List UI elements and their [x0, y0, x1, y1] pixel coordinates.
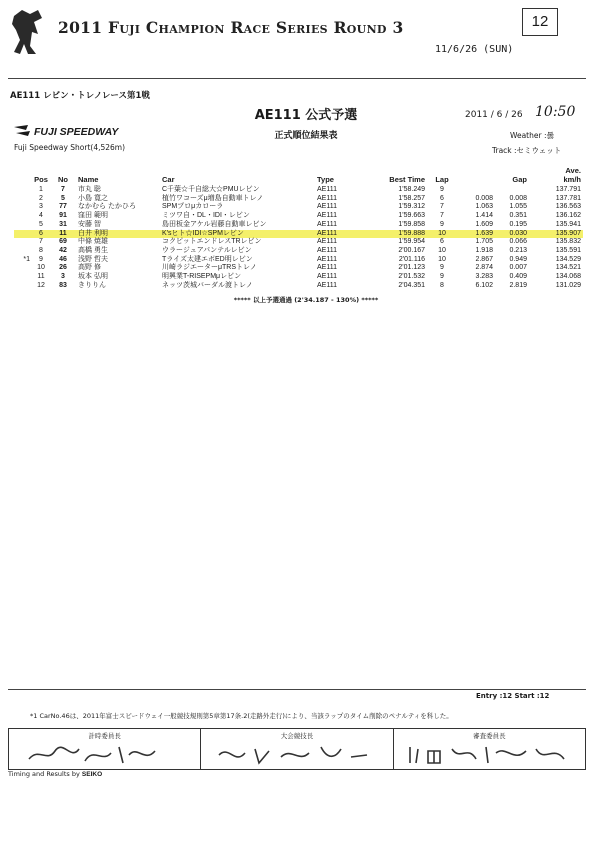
row-driver-name: きりりん [78, 281, 106, 289]
handwritten-time: 10:50 [535, 104, 576, 120]
course-name: Fuji Speedway Short(4,526m) [14, 143, 126, 152]
row-type: AE111 [317, 194, 337, 202]
handwritten-signature-icon [211, 741, 381, 767]
table-row [14, 203, 583, 212]
row-gap-leader: 1.414 [475, 212, 493, 220]
row-gap-previous: 0.066 [509, 238, 527, 246]
row-car-number: 11 [50, 230, 76, 239]
row-note [14, 273, 32, 282]
row-pos: 5 [39, 220, 43, 228]
row-best-time: 1'59.858 [398, 220, 425, 228]
row-lap: 6 [440, 194, 444, 202]
row-note: *1 [23, 255, 30, 263]
row-driver-name: 市丸 聡 [78, 186, 101, 193]
row-lap: 10 [438, 255, 446, 263]
row-lap: 7 [440, 212, 444, 220]
row-note [14, 264, 32, 273]
row-best-time: 1'59.663 [398, 212, 425, 220]
row-best-time: 2'04.351 [398, 281, 425, 289]
table-row [14, 282, 583, 291]
entry-start-count: Entry :12 Start :12 [476, 692, 550, 700]
row-car-number: 91 [59, 212, 67, 220]
row-gap-leader: 6.102 [475, 281, 493, 289]
row-average-speed: 136.563 [555, 203, 581, 211]
row-average-speed: 131.029 [555, 281, 581, 289]
row-gap-leader: 3.283 [475, 273, 493, 281]
row-average-speed: 134.068 [555, 273, 581, 281]
signature-role: 計時委員長 [88, 732, 121, 740]
row-car-number: 42 [59, 246, 67, 254]
header-type: Type [317, 175, 334, 184]
row-car-name: 島田板金アケル岩藤自動車レビン [162, 220, 267, 228]
row-gap-leader: 1.705 [475, 238, 493, 246]
header-pos: Pos [34, 175, 48, 184]
row-car-number: 69 [59, 238, 67, 246]
handwritten-signature-icon [19, 741, 189, 767]
row-gap-previous: 2.819 [509, 281, 527, 289]
row-note [14, 203, 32, 212]
row-car-name: SPMプロμカローラ [162, 203, 224, 211]
track-condition: Track :セミウェット [492, 146, 562, 155]
row-gap-leader: 2.874 [475, 264, 493, 272]
table-row [14, 212, 583, 221]
row-pos: 7 [39, 238, 43, 246]
row-best-time: 1'58.249 [398, 186, 425, 193]
row-pos: 10 [37, 264, 45, 272]
row-type: AE111 [317, 212, 337, 220]
results-subtitle: 正式順位結果表 [274, 131, 338, 141]
event-name: AE111 レビン・トレノレース第1戦 [10, 91, 150, 101]
row-lap: 7 [440, 203, 444, 211]
footer-divider [8, 689, 586, 690]
row-best-time: 2'01.123 [398, 264, 425, 272]
row-best-time: 1'58.257 [398, 194, 425, 202]
row-pos: 8 [39, 246, 43, 254]
header-best-time: Best Time [389, 175, 425, 184]
signature-cell-director [201, 729, 393, 769]
row-car-number: 5 [61, 194, 65, 202]
row-best-time: 1'59.954 [398, 238, 425, 246]
penalty-footnote: *1 CarNo.46は、2011年富士スピードウェイ一般競技規則第5章第17条.2(走路外走行)により、当該ラップのタイム削除のペナルティを科した。 [30, 712, 453, 720]
row-pos: 9 [39, 255, 43, 263]
row-type: AE111 [315, 230, 363, 239]
row-type: AE111 [317, 264, 337, 272]
header-name: Name [78, 175, 99, 184]
row-pos: 4 [39, 212, 43, 220]
row-best-time: 1'59.312 [398, 203, 425, 211]
row-car-name: C千葉☆千自総大☆PMUレビン [162, 186, 260, 193]
row-note [14, 230, 32, 239]
row-note [14, 247, 32, 256]
row-gap-leader [457, 186, 495, 195]
row-type: AE111 [317, 255, 337, 263]
row-car-name: 明興業T-RISEPMμレビン [162, 273, 242, 281]
row-note [14, 212, 32, 221]
table-row [14, 221, 583, 230]
row-type: AE111 [317, 281, 337, 289]
session-date: 2011 / 6 / 26 [465, 110, 523, 120]
row-best-time: 1'59.888 [363, 230, 427, 239]
table-row [14, 238, 583, 247]
row-gap-previous: 0.030 [495, 230, 529, 239]
qualifying-cutoff-note: ***** 以上予選通過 (2'34.187 - 130%) ***** [233, 296, 379, 304]
row-type: AE111 [317, 246, 337, 254]
row-pos: 11 [37, 273, 45, 281]
row-car-name: ネッツ茨城バーダル渡トレノ [162, 281, 253, 289]
table-row [14, 186, 583, 195]
row-gap-previous: 0.351 [509, 212, 527, 220]
row-gap-previous: 0.213 [509, 246, 527, 254]
row-gap-leader: 1.063 [475, 203, 493, 211]
row-driver-name: 浅野 哲夫 [78, 255, 108, 263]
row-type: AE111 [317, 220, 337, 228]
row-pos: 2 [39, 194, 43, 202]
row-car-number: 26 [59, 264, 67, 272]
header-note [14, 160, 32, 186]
row-gap-leader: 1.639 [457, 230, 495, 239]
row-driver-name: 安藤 智 [78, 220, 101, 228]
row-car-number: 7 [61, 186, 65, 193]
signature-box [8, 728, 586, 770]
row-driver-name: 中條 焼雄 [78, 238, 108, 246]
row-note [14, 195, 32, 204]
row-gap-leader: 2.867 [475, 255, 493, 263]
row-gap-previous [495, 186, 529, 195]
table-row [14, 230, 583, 239]
row-average-speed: 134.529 [555, 255, 581, 263]
header-lap: Lap [435, 175, 449, 184]
row-car-name: K'sヒト☆IDI☆SPMレビン [160, 230, 315, 239]
row-driver-name: なかむら たかひろ [78, 203, 136, 211]
row-note [14, 282, 32, 291]
seiko-brand: SEIKO [81, 771, 103, 778]
row-average-speed: 137.791 [555, 186, 581, 193]
row-gap-leader: 1.918 [475, 246, 493, 254]
track-logo-text: FUJI SPEEDWAY [34, 126, 119, 138]
series-logo-icon [8, 6, 46, 58]
row-gap-leader: 1.609 [475, 220, 493, 228]
header-date: 11/6/26 (SUN) [435, 44, 514, 55]
header-ave [529, 160, 583, 186]
row-car-name: ミツワ自・DL・IDI・レビン [162, 212, 250, 220]
results-body [14, 186, 583, 290]
table-row [14, 273, 583, 282]
header-divider [8, 78, 586, 79]
row-type: AE111 [317, 203, 337, 211]
row-car-name: 植竹ワコーズμ増島自動車トレノ [162, 194, 264, 202]
header-no: No [58, 175, 68, 184]
row-lap: 9 [440, 273, 444, 281]
row-car-name: Tライズ太建エボED明レビン [162, 255, 253, 263]
row-car-number: 83 [59, 281, 67, 289]
signature-cell-timing [9, 729, 201, 769]
row-type: AE111 [317, 238, 337, 246]
row-type: AE111 [317, 273, 337, 281]
row-car-name: コクピットエンドレスTRレビン [162, 238, 262, 246]
row-car-number: 46 [59, 255, 67, 263]
row-pos: 3 [39, 203, 43, 211]
row-driver-name: 高橋 勇生 [78, 246, 108, 254]
row-lap: 9 [440, 220, 444, 228]
row-lap: 6 [440, 238, 444, 246]
row-pos: 1 [39, 186, 43, 193]
row-best-time: 2'00.167 [398, 246, 425, 254]
row-gap-previous: 0.007 [509, 264, 527, 272]
row-note [14, 221, 32, 230]
weather: Weather :曇 [510, 131, 554, 140]
row-average-speed: 135.832 [555, 238, 581, 246]
page-number: 12 [522, 8, 558, 36]
row-pos: 12 [37, 281, 45, 289]
row-car-number: 77 [59, 203, 67, 211]
table-row [14, 247, 583, 256]
signature-role: 審査委員長 [473, 732, 506, 740]
row-driver-name: 高野 修 [78, 264, 101, 272]
row-lap: 10 [438, 246, 446, 254]
row-note [14, 186, 32, 195]
series-title: 2011 Fuji Champion Race Series Round 3 [58, 18, 404, 37]
timing-prefix: Timing and Results by [8, 770, 80, 778]
row-best-time: 2'01.116 [398, 255, 425, 263]
handwritten-signature-icon [404, 741, 574, 767]
row-car-name: ウラージュアパンテルレビン [162, 246, 252, 254]
header-car: Car [162, 175, 175, 184]
row-average-speed: 137.781 [555, 194, 581, 202]
table-header-row [14, 160, 583, 186]
header-ave-unit: km/h [563, 175, 581, 184]
row-gap-previous: 0.949 [509, 255, 527, 263]
signature-role: 大会競技長 [280, 732, 314, 740]
table-row [14, 264, 583, 273]
signature-cell-stewards [394, 729, 585, 769]
row-lap: 10 [427, 230, 457, 239]
row-driver-name: 坂本 弘明 [78, 273, 108, 281]
row-pos: 6 [32, 230, 50, 239]
row-best-time: 2'01.532 [398, 273, 425, 281]
row-lap: 9 [440, 186, 444, 193]
session-title: AE111 公式予選 [254, 108, 358, 123]
row-gap-previous: 0.008 [509, 194, 527, 202]
row-gap-leader: 0.008 [475, 194, 493, 202]
row-car-name: 川崎ラジエーターμTRSトレノ [162, 264, 257, 272]
row-car-number: 31 [59, 220, 67, 228]
row-average-speed: 135.941 [555, 220, 581, 228]
row-lap: 9 [440, 264, 444, 272]
results-table [14, 160, 583, 290]
header-ave-label: Ave. [565, 166, 581, 175]
row-gap-previous: 0.409 [509, 273, 527, 281]
row-average-speed: 135.591 [555, 246, 581, 254]
row-average-speed: 135.907 [529, 230, 583, 239]
row-note [14, 238, 32, 247]
header-gap: Gap [512, 175, 527, 184]
timing-credit [8, 770, 102, 778]
row-type: AE111 [317, 186, 337, 193]
row-car-number: 3 [61, 273, 65, 281]
row-gap-previous: 1.055 [509, 203, 527, 211]
row-average-speed: 134.521 [555, 264, 581, 272]
row-driver-name: 窪田 範明 [78, 212, 108, 220]
row-driver-name: 小島 寛之 [78, 194, 108, 202]
row-lap: 8 [440, 281, 444, 289]
row-average-speed: 136.162 [555, 212, 581, 220]
row-gap-previous: 0.195 [509, 220, 527, 228]
row-driver-name: 白井 利明 [76, 230, 160, 239]
